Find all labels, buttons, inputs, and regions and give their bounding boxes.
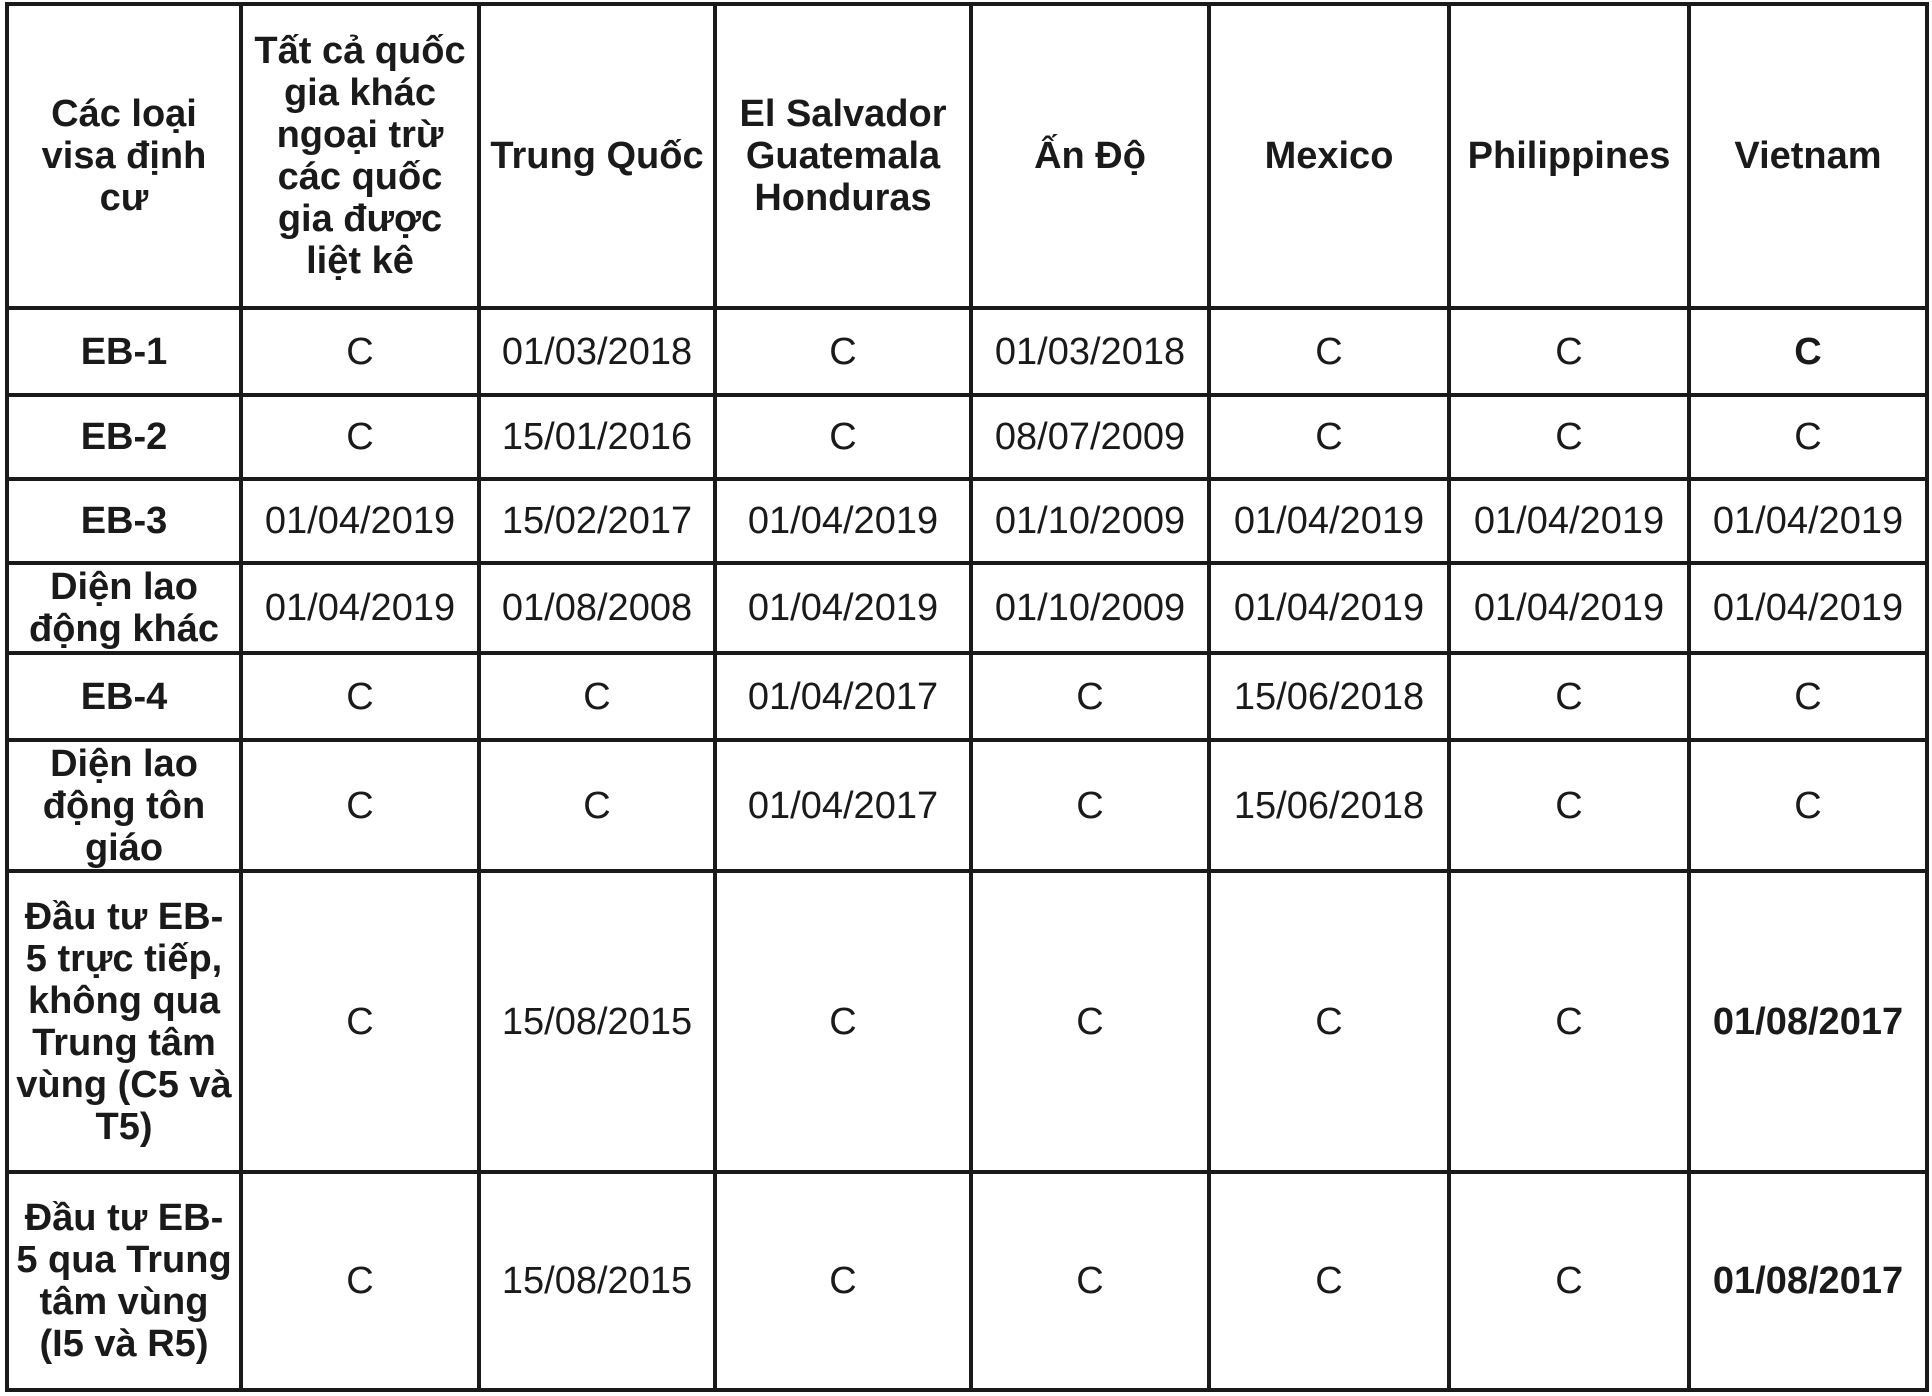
table-cell: 01/03/2018 — [479, 308, 715, 395]
table-cell: C — [715, 308, 971, 395]
table-cell: C — [241, 395, 479, 479]
row-label: EB-3 — [7, 479, 241, 563]
table-cell: C — [1449, 395, 1689, 479]
table-row — [7, 740, 1927, 871]
table-cell: 01/08/2017 — [1689, 871, 1927, 1172]
table-cell: 15/08/2015 — [479, 871, 715, 1172]
header-visa-type: Các loại visa định cư — [7, 4, 241, 308]
header-row — [7, 4, 1927, 308]
table-cell: 01/10/2009 — [971, 479, 1209, 563]
header-country: Tất cả quốc gia khác ngoại trừ các quốc gia được liệt kê — [241, 4, 479, 308]
table-cell: 01/04/2019 — [1689, 479, 1927, 563]
row-label: Đầu tư EB-5 qua Trung tâm vùng (I5 và R5) — [7, 1172, 241, 1390]
table-cell: C — [479, 740, 715, 871]
table-cell: 15/06/2018 — [1209, 740, 1449, 871]
table-cell: C — [715, 871, 971, 1172]
header-country: Philippines — [1449, 4, 1689, 308]
table-cell: 01/04/2019 — [1209, 563, 1449, 653]
table-cell: C — [1689, 740, 1927, 871]
table-cell: C — [1449, 653, 1689, 740]
table-cell: C — [971, 653, 1209, 740]
table-cell: C — [1449, 1172, 1689, 1390]
table-cell: C — [971, 740, 1209, 871]
row-label: EB-2 — [7, 395, 241, 479]
table-cell: C — [1449, 740, 1689, 871]
table-cell: 01/10/2009 — [971, 563, 1209, 653]
table-cell: C — [1689, 395, 1927, 479]
table-cell: C — [1689, 308, 1927, 395]
table-cell: 01/04/2019 — [1449, 479, 1689, 563]
table-cell: C — [241, 653, 479, 740]
table-cell: C — [971, 1172, 1209, 1390]
table-cell: C — [241, 871, 479, 1172]
table-cell: 08/07/2009 — [971, 395, 1209, 479]
table-cell: C — [1209, 871, 1449, 1172]
table-cell: C — [241, 308, 479, 395]
table-row — [7, 395, 1927, 479]
table-cell: C — [1209, 1172, 1449, 1390]
header-country: Vietnam — [1689, 4, 1927, 308]
table-cell: 01/04/2019 — [241, 563, 479, 653]
table-cell: 01/04/2019 — [1689, 563, 1927, 653]
table-cell: 01/04/2017 — [715, 740, 971, 871]
table-cell: C — [1209, 308, 1449, 395]
table-cell: C — [241, 740, 479, 871]
table-cell: 01/04/2019 — [1209, 479, 1449, 563]
table-row — [7, 563, 1927, 653]
table-cell: 01/04/2019 — [1449, 563, 1689, 653]
table-cell: C — [479, 653, 715, 740]
header-country: Mexico — [1209, 4, 1449, 308]
table-cell: C — [1209, 395, 1449, 479]
table-cell: 01/08/2017 — [1689, 1172, 1927, 1390]
table-row — [7, 308, 1927, 395]
table-cell: 01/04/2017 — [715, 653, 971, 740]
table-cell: C — [241, 1172, 479, 1390]
table-row — [7, 653, 1927, 740]
header-country: Ấn Độ — [971, 4, 1209, 308]
header-country: El Salvador Guatemala Honduras — [715, 4, 971, 308]
table-cell: 15/08/2015 — [479, 1172, 715, 1390]
table-cell: C — [971, 871, 1209, 1172]
table-cell: C — [1449, 308, 1689, 395]
table-cell: 01/04/2019 — [715, 563, 971, 653]
table-cell: 01/04/2019 — [241, 479, 479, 563]
header-country: Trung Quốc — [479, 4, 715, 308]
row-label: Diện lao động tôn giáo — [7, 740, 241, 871]
row-label: Đầu tư EB-5 trực tiếp, không qua Trung tâm vùng (C5 và T5) — [7, 871, 241, 1172]
row-label: EB-4 — [7, 653, 241, 740]
visa-bulletin-table — [5, 2, 1929, 1392]
table-cell: C — [1449, 871, 1689, 1172]
table-cell: C — [715, 395, 971, 479]
table-cell: C — [715, 1172, 971, 1390]
table-cell: C — [1689, 653, 1927, 740]
table-row — [7, 1172, 1927, 1390]
table-cell: 15/01/2016 — [479, 395, 715, 479]
table-row — [7, 479, 1927, 563]
table-row — [7, 871, 1927, 1172]
row-label: EB-1 — [7, 308, 241, 395]
table-cell: 01/03/2018 — [971, 308, 1209, 395]
table-cell: 01/04/2019 — [715, 479, 971, 563]
table-cell: 15/06/2018 — [1209, 653, 1449, 740]
table-cell: 01/08/2008 — [479, 563, 715, 653]
table-cell: 15/02/2017 — [479, 479, 715, 563]
row-label: Diện lao động khác — [7, 563, 241, 653]
